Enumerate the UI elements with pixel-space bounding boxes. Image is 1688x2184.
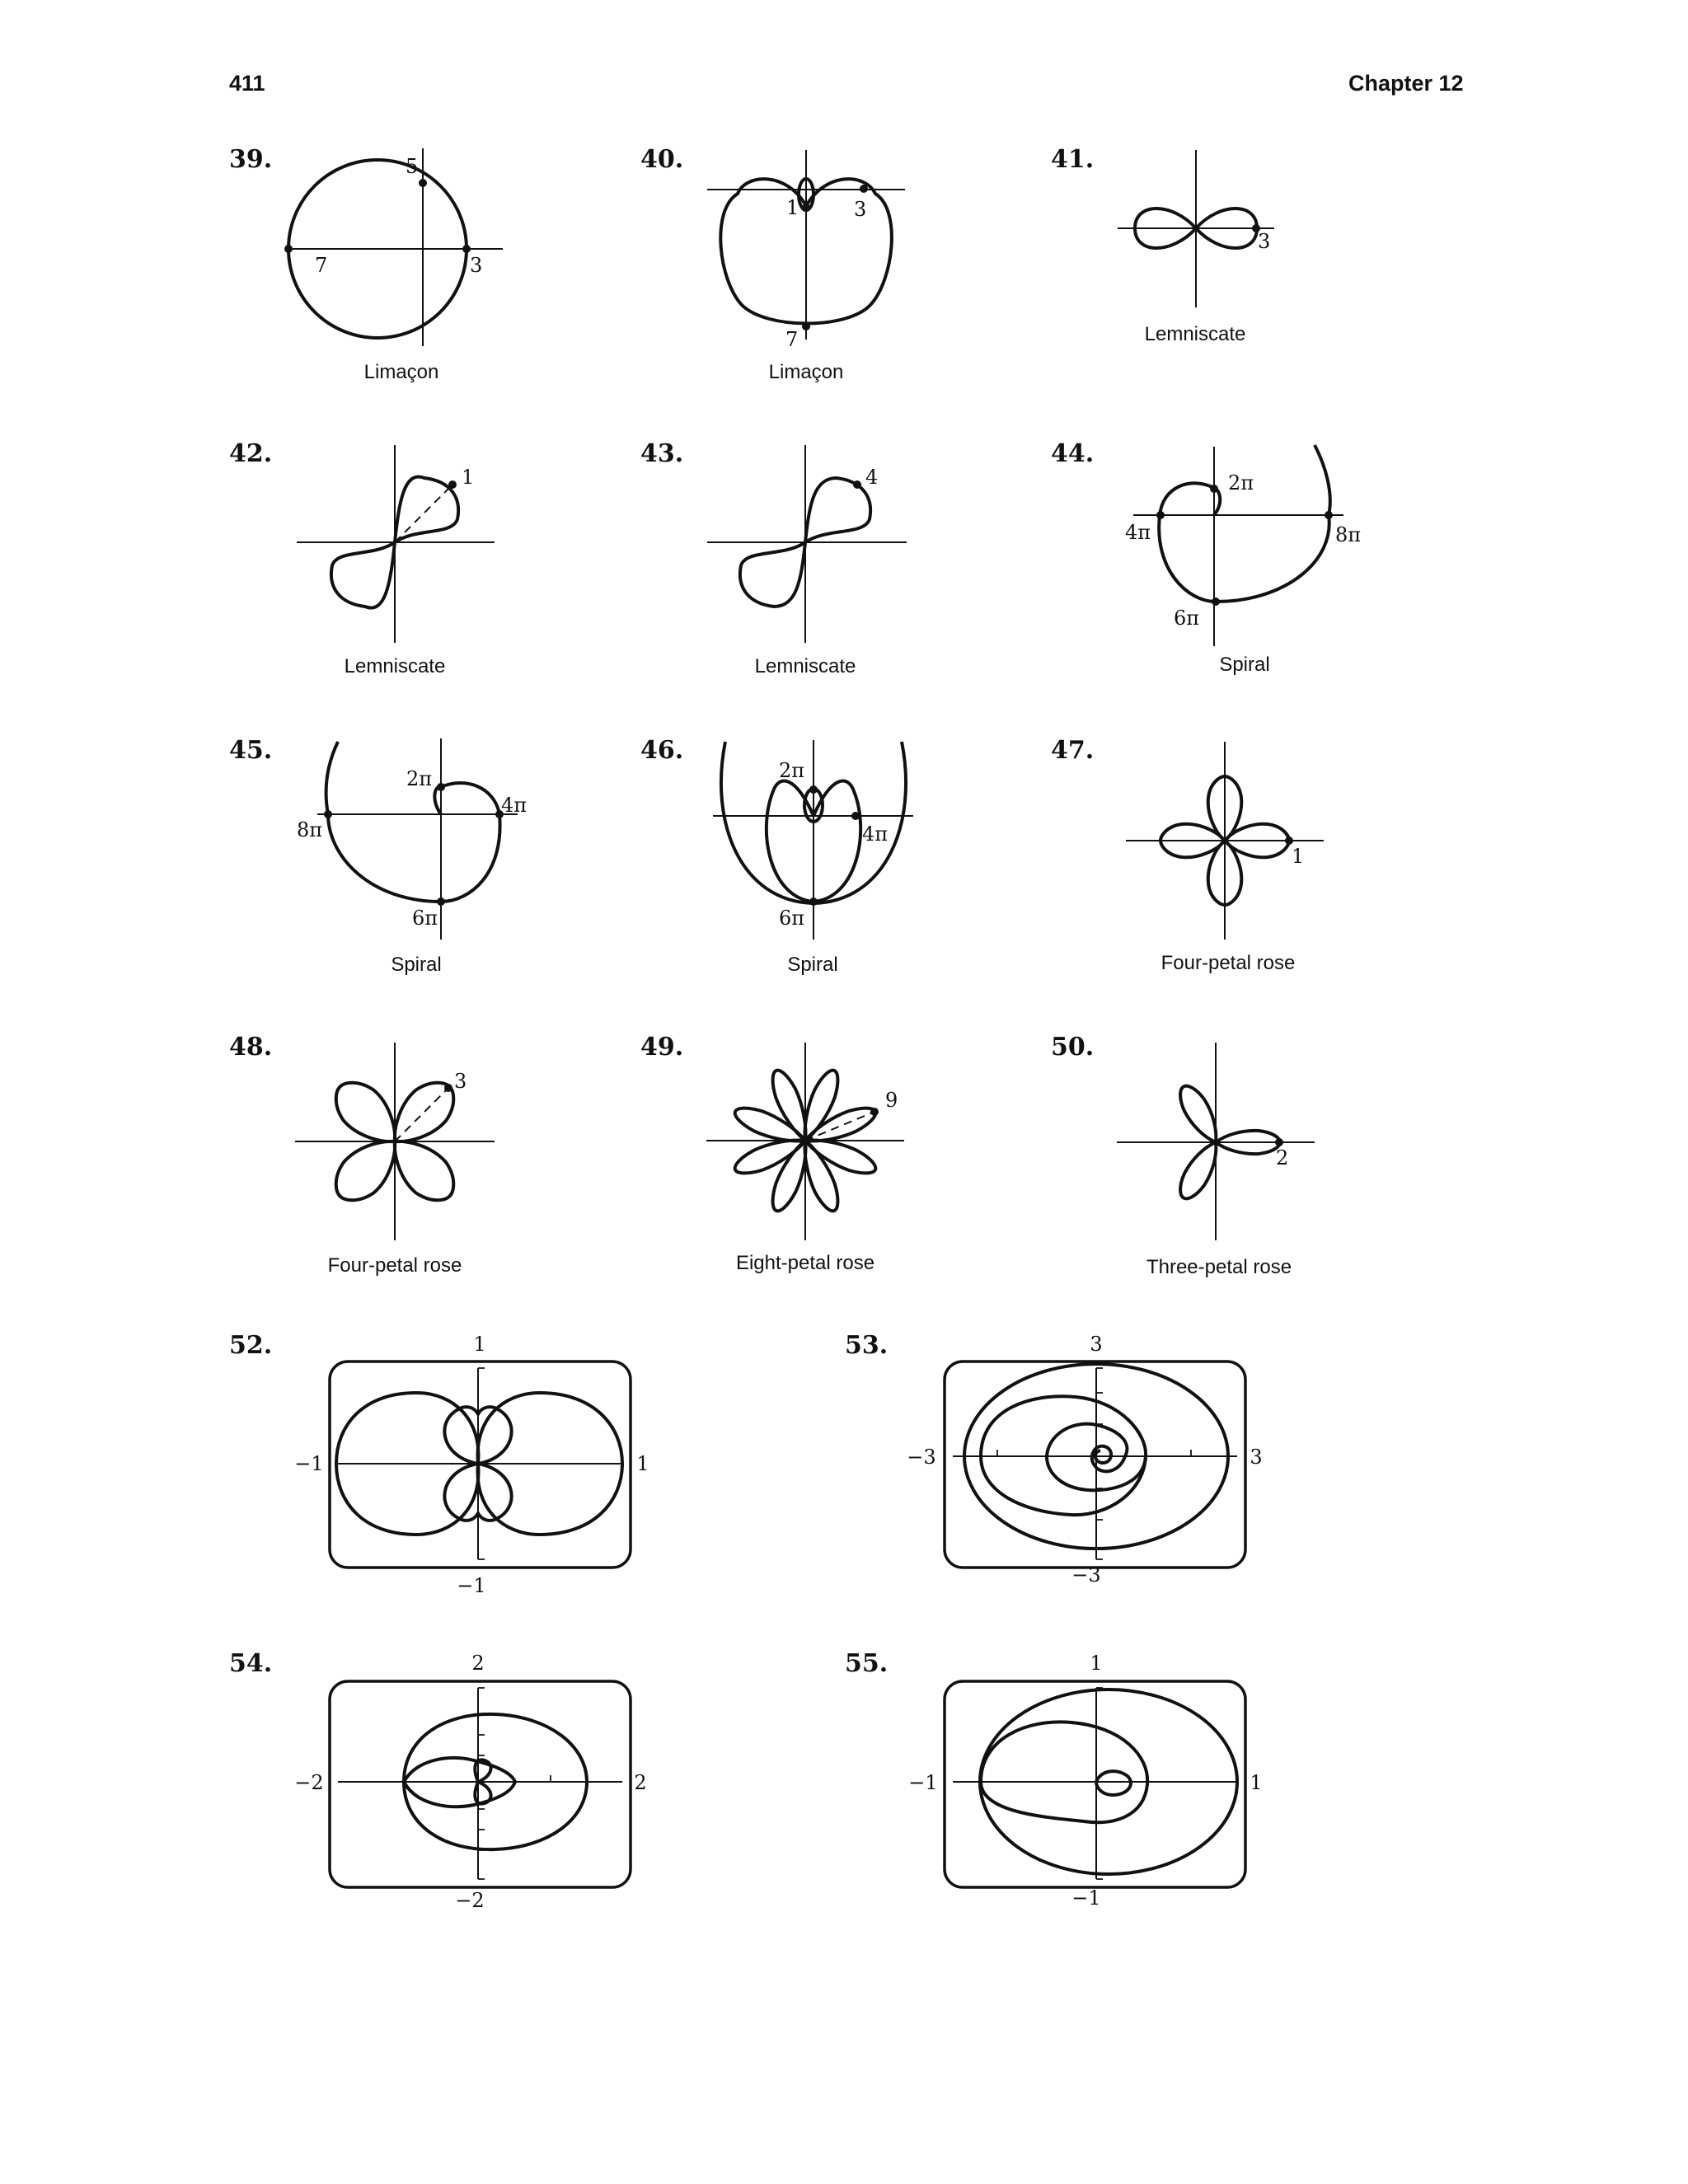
window-xmin: −3: [907, 1446, 936, 1469]
window-ymax: 2: [471, 1652, 485, 1675]
point-label: 6π: [1174, 607, 1200, 630]
figure-47: [1051, 736, 1324, 974]
problem-number: 48.: [229, 1033, 273, 1062]
problem-number: 46.: [640, 736, 684, 765]
window-ymin: −1: [457, 1574, 486, 1597]
figure-caption: Spiral: [391, 954, 442, 976]
window-xmax: 1: [636, 1452, 649, 1475]
radius-dashed-line: [395, 1088, 448, 1141]
point-marker: [802, 204, 810, 212]
point-label: 4π: [862, 823, 889, 846]
figure-39: [229, 145, 503, 383]
figure-caption: Four-petal rose: [1160, 952, 1296, 974]
problem-number: 54.: [229, 1649, 273, 1678]
problem-number: 47.: [1051, 736, 1095, 765]
point-label: 3: [470, 254, 483, 277]
spiral-curve: [1159, 445, 1330, 602]
point-marker: [437, 783, 445, 791]
point-label: 4π: [1125, 521, 1151, 544]
page-number: 411: [229, 71, 265, 96]
figure-caption: Limaçon: [363, 361, 439, 383]
problem-number: 42.: [229, 439, 273, 468]
point-marker: [860, 185, 868, 193]
point-label: 4π: [501, 794, 528, 817]
point-label: 2: [1276, 1146, 1289, 1169]
point-label: 1: [1292, 845, 1305, 868]
point-marker: [324, 810, 332, 818]
point-marker: [444, 1084, 452, 1092]
figure-caption: Spiral: [787, 954, 838, 976]
point-label: 7: [315, 254, 328, 277]
point-label: 2π: [1228, 471, 1254, 494]
problem-number: 55.: [845, 1649, 889, 1678]
spiral-curve: [326, 742, 500, 902]
figure-caption: Spiral: [1219, 654, 1270, 676]
figure-caption: Three-petal rose: [1146, 1256, 1292, 1278]
point-marker: [809, 785, 818, 794]
problem-number: 43.: [640, 439, 684, 468]
problem-number: 45.: [229, 736, 273, 765]
window-ymax: 1: [473, 1333, 486, 1356]
point-marker: [851, 812, 860, 820]
problem-number: 49.: [640, 1033, 684, 1062]
point-label: 3: [454, 1070, 467, 1093]
window-xmax: 2: [634, 1771, 647, 1794]
point-label: 7: [785, 328, 799, 351]
point-label: 3: [854, 198, 867, 221]
point-marker: [1210, 485, 1218, 493]
figure-54: [229, 1649, 647, 1912]
problem-number: 40.: [640, 145, 684, 174]
figure-caption: Lemniscate: [754, 655, 856, 677]
window-ymax: 3: [1090, 1333, 1103, 1356]
figure-49: [640, 1033, 904, 1274]
point-marker: [870, 1108, 879, 1116]
problem-number: 53.: [845, 1331, 889, 1360]
spiral-inner: [1096, 1771, 1131, 1795]
point-label: 1: [462, 466, 475, 489]
point-marker: [448, 480, 457, 489]
point-marker: [1156, 511, 1165, 519]
point-marker: [462, 245, 471, 253]
window-ymax: 1: [1090, 1652, 1103, 1675]
problem-number: 44.: [1051, 439, 1095, 468]
point-marker: [809, 898, 818, 906]
figure-caption: Limaçon: [768, 361, 844, 383]
window-xmin: −2: [294, 1771, 324, 1794]
point-marker: [1285, 837, 1293, 845]
point-marker: [1212, 598, 1220, 606]
point-marker: [419, 179, 427, 187]
figure-43: [640, 439, 907, 677]
point-label: 2π: [779, 759, 805, 782]
problem-number: 41.: [1051, 145, 1095, 174]
point-label: 6π: [412, 907, 438, 930]
figure-caption: Lemniscate: [1144, 323, 1246, 345]
problem-number: 50.: [1051, 1033, 1095, 1062]
figure-48: [229, 1033, 495, 1277]
point-label: 1: [786, 196, 799, 219]
figure-caption: Lemniscate: [344, 655, 446, 677]
chapter-title: Chapter 12: [1348, 71, 1464, 96]
figure-45: [229, 736, 527, 976]
figure-caption: Four-petal rose: [327, 1254, 462, 1277]
point-label: 4: [865, 466, 879, 489]
point-label: 9: [885, 1089, 898, 1112]
point-marker: [437, 898, 445, 906]
figure-55: [845, 1649, 1263, 1910]
point-marker: [284, 245, 293, 253]
window-ymin: −3: [1071, 1563, 1101, 1586]
figure-44: [1051, 439, 1361, 676]
figure-50: [1051, 1033, 1315, 1278]
point-marker: [1325, 511, 1333, 519]
window-ymin: −1: [1071, 1886, 1101, 1910]
figure-40: [640, 145, 905, 383]
problem-number: 52.: [229, 1331, 273, 1360]
window-xmin: −1: [294, 1452, 324, 1475]
point-label: 2π: [406, 767, 433, 790]
window-xmax: 1: [1250, 1771, 1263, 1794]
point-label: 5: [406, 155, 419, 178]
point-marker: [853, 480, 861, 489]
point-marker: [802, 322, 810, 330]
figure-caption: Eight-petal rose: [735, 1252, 875, 1274]
window-ymin: −2: [455, 1889, 485, 1912]
figure-46: [640, 736, 913, 976]
point-marker: [1275, 1138, 1283, 1146]
window-xmin: −1: [908, 1771, 938, 1794]
point-label: 6π: [779, 907, 805, 930]
window-xmax: 3: [1250, 1446, 1263, 1469]
figure-42: [229, 439, 495, 677]
figure-53: [845, 1331, 1263, 1586]
figure-41: [1051, 145, 1274, 345]
figure-52: [229, 1331, 649, 1597]
problem-number: 39.: [229, 145, 273, 174]
point-label: 8π: [297, 818, 323, 841]
point-label: 3: [1258, 230, 1271, 253]
point-label: 8π: [1335, 523, 1362, 546]
